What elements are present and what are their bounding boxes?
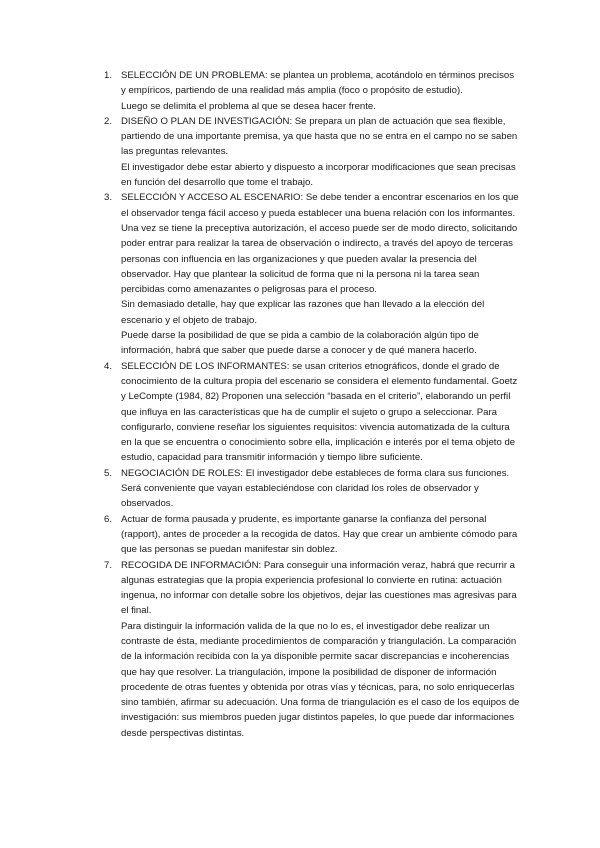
paragraph: SELECCIÓN Y ACCESO AL ESCENARIO: Se debe tender a encontrar escenarios en los que el observador tenga fácil acceso y pueda establecer una buena relación con los informantes. xyxy=(121,192,519,219)
list-item-number: 5. xyxy=(104,467,113,479)
paragraph: RECOGIDA DE INFORMACIÓN: Para conseguir una información veraz, habrá que recurrir a algunas estrategias que la propia experiencia profesional lo convierte en rutina: actuación ingenua, no informar con detalle sobre los objetivos, dejar las cuestiones mas agresivas para el final. xyxy=(121,559,517,617)
list-item-number: 6. xyxy=(104,513,113,525)
paragraph: Sin demasiado detalle, hay que explicar las razones que han llevado a la elección del escenario y el objeto de trabajo. xyxy=(121,299,485,326)
list-item-number: 1. xyxy=(104,70,113,81)
paragraph: Puede darse la posibilidad de que se pida a cambio de la colaboración algún tipo de información, habrá que saber que puede darse a conocer y de qué manera hacerlo. xyxy=(121,330,479,357)
list-item xyxy=(0,359,521,466)
list-item xyxy=(0,558,521,742)
numbered-list xyxy=(0,68,600,741)
paragraph: SELECCIÓN DE UN PROBLEMA: se plantea un problema, acotándolo en términos precisos y empíricos, partiendo de una realidad más amplia (foco o propósito de estudio). xyxy=(121,70,514,97)
paragraph: DISEÑO O PLAN DE INVESTIGACIÓN: Se prepara un plan de actuación que sea flexible, partiendo de una importante premisa, ya que hasta que no se entra en el campo no se saben las preguntas relevantes. xyxy=(121,115,518,158)
list-item xyxy=(0,68,521,114)
list-item xyxy=(0,512,521,558)
paragraph: El investigador debe estar abierto y dispuesto a incorporar modificaciones que sean precisas en función del desarrollo que tome el trabajo. xyxy=(121,161,516,189)
list-item xyxy=(0,190,521,358)
list-item-number: 7. xyxy=(104,559,113,571)
paragraph: Luego se delimita el problema al que se desea hacer frente. xyxy=(121,100,376,112)
list-item xyxy=(0,466,521,512)
paragraph: Para distinguir la información valida de la que no lo es, el investigador debe realizar un contraste de ésta, mediante procedimientos de comparación y triangulación. La comparación de la información recibida con la ya disponible permite sacar discrepancias e incoherencias que hay que resolver. La triangulación, impone la posibilidad de disponer de información procedente de otras fuentes y obtenida por otras vías y técnicas, para, no solo enriquecerlas sino también, afirmar su adecuación. Una forma de triangulación es el caso de los equipos de investigación: sus miembros pueden jugar distintos papeles, lo que puede dar informaciones desde perspectivas distintas. xyxy=(121,620,520,739)
paragraph: SELECCIÓN DE LOS INFORMANTES: se usan criterios etnográficos, donde el grado de conocimiento de la cultura propia del escenario se considera el elemento fundamental. Goetz y LeCompte (1984, 82) Proponen una selección “basada en el criterio”, elaborando un perfil que influya en las características que ha de cumplir el sujeto o grupo a seleccionar. Para configurarlo, conviene reseñar los siguientes requisitos: vivencia automatizada de la cultura en la que se encuentra o conocimiento sobre ella, implicación e interés por el tema objeto de estudio, capacidad para transmitir información y tiempo libre suficiente. xyxy=(121,360,518,464)
paragraph: NEGOCIACIÓN DE ROLES: El investigador debe estableces de forma clara sus funciones. Será conveniente que vayan estableciéndose con claridad los roles de observador y observados. xyxy=(121,467,510,510)
list-item-number: 3. xyxy=(104,192,113,204)
list-item-number: 4. xyxy=(104,360,113,372)
list-item-number: 2. xyxy=(104,115,113,127)
paragraph: Actuar de forma pausada y prudente, es importante ganarse la confianza del personal (rapport), antes de proceder a la recogida de datos. Hay que crear un ambiente cómodo para que las personas se puedan manifestar sin doblez. xyxy=(121,513,518,556)
paragraph: Una vez se tiene la preceptiva autorización, el acceso puede ser de modo directo, solicitando poder entrar para realizar la tarea de observación o indirecto, a través del apoyo de terceras personas con influencia en las organizaciones y que pueden avalar la presencia del observador. Hay que plantear la solicitud de forma que ni la persona ni la tarea sean percibidas como amenazantes o peligrosas para el proceso. xyxy=(121,222,518,296)
list-item xyxy=(0,114,521,190)
